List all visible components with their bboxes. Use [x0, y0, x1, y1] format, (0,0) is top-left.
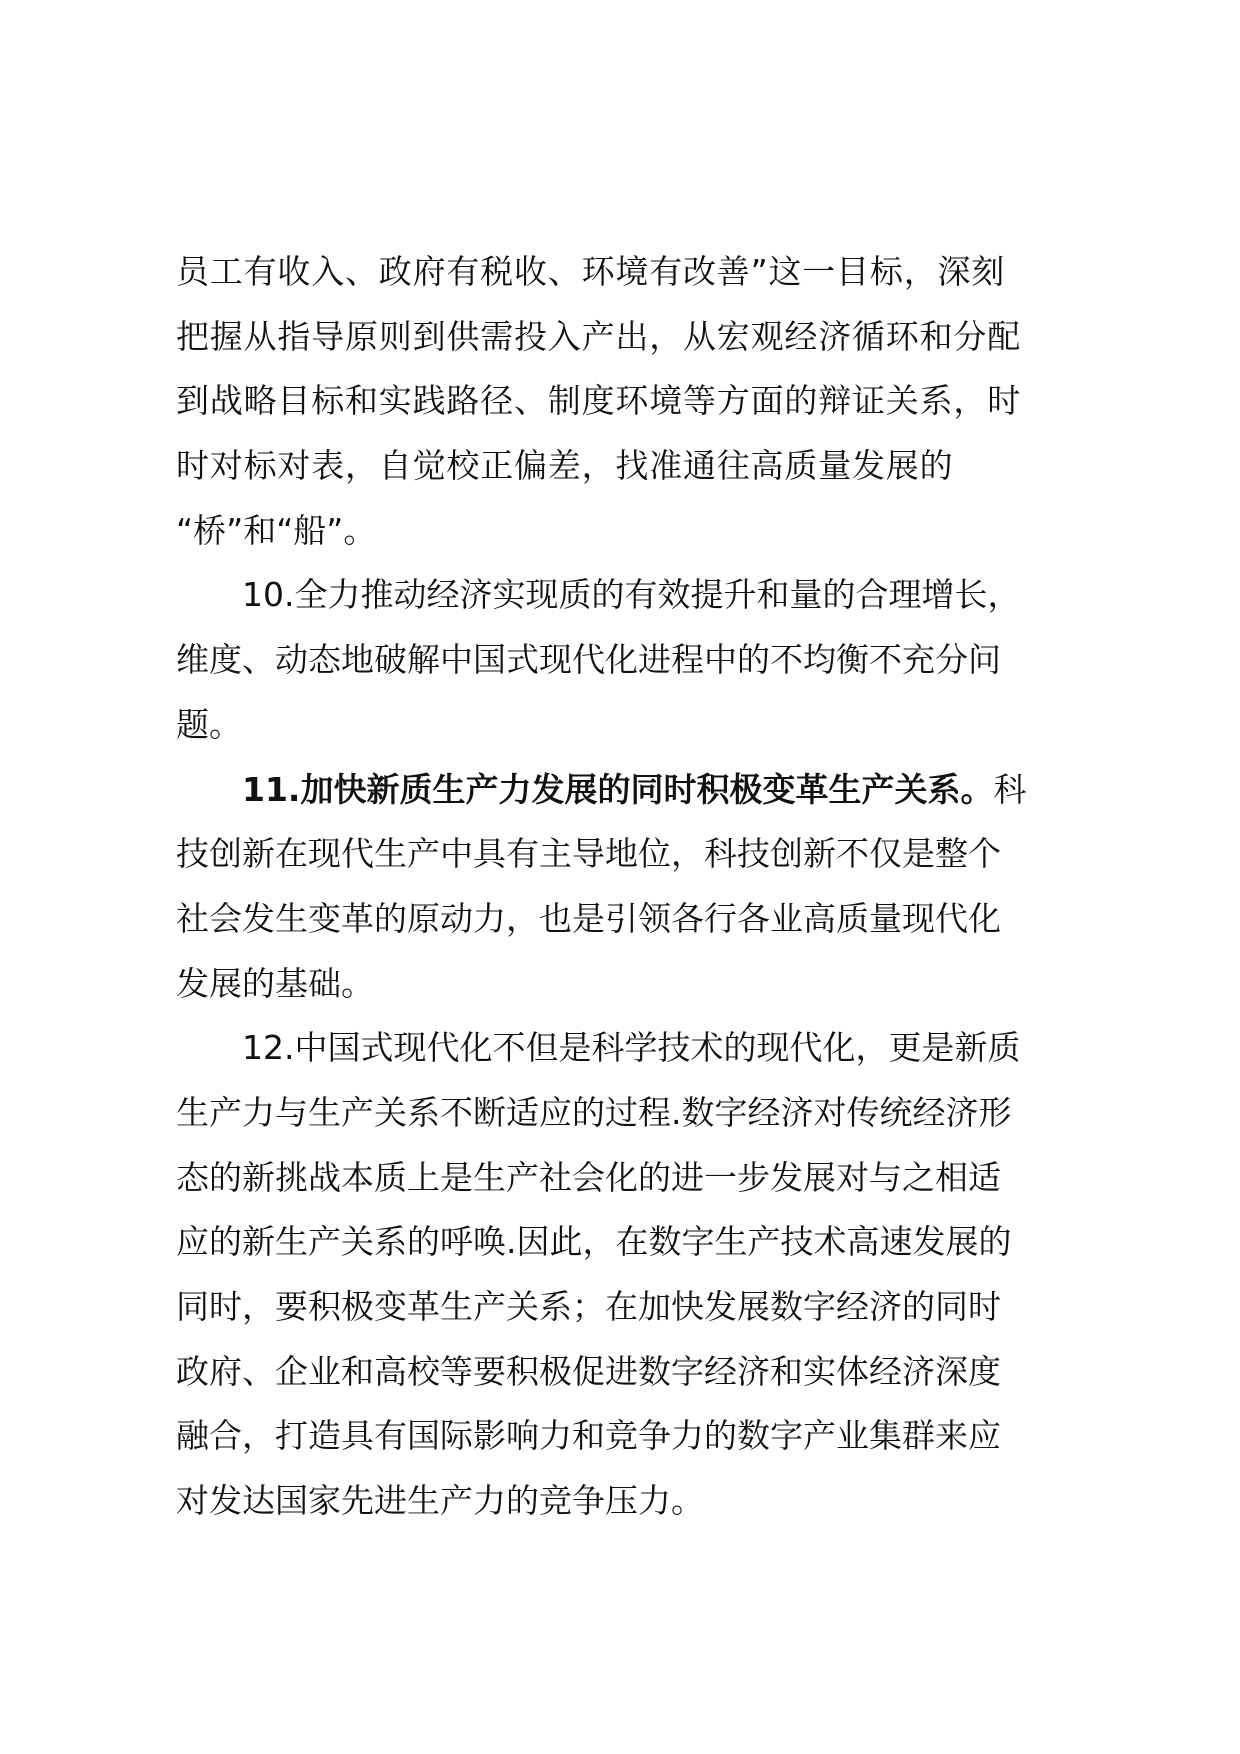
text-line: 政府、企业和高校等要积极促进数字经济和实体经济深度: [176, 1351, 1001, 1391]
text-line: 生产力与生产关系不断适应的过程.数字经济对传统经济形: [176, 1092, 1012, 1132]
paragraph-1: [176, 240, 1096, 563]
text-line: 员工有收入、政府有税收、环境有改善”这一目标，深刻: [176, 252, 1006, 291]
text-line: [176, 758, 1096, 823]
text-line: 维度、动态地破解中国式现代化进程中的不均衡不充分问: [176, 640, 1001, 680]
text-line: 发展的基础。: [176, 963, 374, 1003]
text-line: 技创新在现代生产中具有主导地位，科技创新不仅是整个: [176, 834, 1001, 874]
text-line: 题。: [176, 704, 242, 744]
text-line: 10.全力推动经济实现质的有效提升和量的合理增长，: [242, 575, 1021, 615]
text-line: 时对标对表，自觉校正偏差，找准通往高质量发展的: [176, 446, 954, 486]
text-line: 态的新挑战本质上是生产社会化的进一步发展对与之相适: [176, 1157, 1001, 1197]
text-line: 同时，要积极变革生产关系；在加快发展数字经济的同时: [176, 1287, 1001, 1326]
paragraph-3: [176, 758, 1096, 1017]
text-line: “桥”和“船”。: [176, 510, 377, 550]
text-line: 对发达国家先进生产力的竞争压力。: [176, 1481, 704, 1521]
document-body: [176, 240, 1096, 1534]
paragraph-4: [176, 1016, 1096, 1534]
text-line: 应的新生产关系的呼唤.因此，在数字生产技术高速发展的: [176, 1222, 1012, 1262]
text-line: 到战略目标和实践路径、制度环境等方面的辩证关系，时: [176, 381, 1021, 421]
text-line: 融合，打造具有国际影响力和竞争力的数字产业集群来应: [176, 1416, 1001, 1456]
text-line: 社会发生变革的原动力，也是引领各行各业高质量现代化: [176, 898, 1001, 938]
heading-tail-text: 科: [993, 769, 1027, 809]
text-line: 把握从指导原则到供需投入产出，从宏观经济循环和分配: [176, 316, 1021, 356]
text-line: 12.中国式现代化不但是科学技术的现代化，更是新质: [242, 1028, 1021, 1068]
section-heading: 11.加快新质生产力发展的同时积极变革生产关系。: [242, 769, 994, 809]
paragraph-2: [176, 563, 1096, 757]
